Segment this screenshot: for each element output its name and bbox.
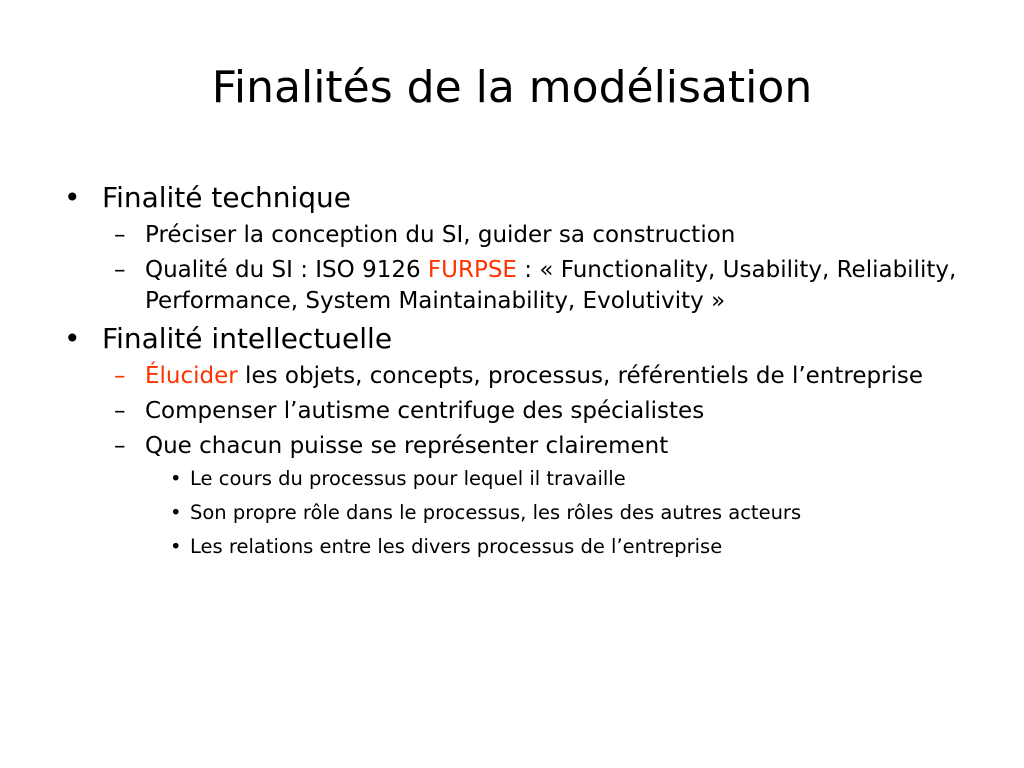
subitem-compenser — [102, 396, 958, 427]
subitem-text: Préciser la conception du SI, guider sa construction — [145, 222, 736, 248]
subsubitem-text: Le cours du processus pour lequel il travaille — [190, 467, 626, 490]
subsubitem-text: Son propre rôle dans le processus, les rôles des autres acteurs — [190, 501, 802, 524]
bullet-marker: • — [64, 181, 81, 214]
subsubitem-cours-processus — [170, 466, 958, 492]
subitem-preciser-conception — [102, 220, 958, 251]
slide-content — [58, 180, 958, 568]
bullet-label: Finalité intellectuelle — [102, 322, 393, 355]
subsubitem-propre-role — [170, 500, 958, 526]
bullet-label: Finalité technique — [102, 181, 352, 214]
subitem-text-before: Qualité du SI : ISO 9126 — [145, 257, 428, 283]
bullet-marker: • — [64, 322, 81, 355]
slide-title: Finalités de la modélisation — [211, 62, 813, 113]
subsubitem-text: Les relations entre les divers processus de l’entreprise — [190, 535, 723, 558]
subsubitem-relations — [170, 534, 958, 560]
bullet-finalite-technique — [58, 180, 958, 216]
dash-marker: – — [114, 433, 126, 459]
subitem-que-chacun — [102, 431, 958, 462]
dash-marker: – — [114, 398, 126, 424]
subitem-text-after: les objets, concepts, processus, référentiels de l’entreprise — [237, 363, 924, 389]
dash-marker: – — [114, 363, 126, 389]
elucider-highlight: Élucider — [145, 363, 238, 389]
dash-marker: – — [114, 257, 126, 283]
subitem-text: Que chacun puisse se représenter clairement — [145, 433, 669, 459]
bullet-finalite-intellectuelle — [58, 321, 958, 357]
bullet-marker: • — [170, 501, 182, 524]
subitem-qualite-si — [102, 255, 958, 317]
subitem-text-after: : « Functionality, Usability, Reliability, Performance, System Maintainability, Evolutivity » — [145, 257, 957, 314]
bullet-marker: • — [170, 535, 182, 558]
subitem-text: Compenser l’autisme centrifuge des spécialistes — [145, 398, 705, 424]
dash-marker: – — [114, 222, 126, 248]
subitem-elucider — [102, 361, 958, 392]
bullet-marker: • — [170, 467, 182, 490]
furpse-highlight: FURPSE — [427, 257, 517, 283]
